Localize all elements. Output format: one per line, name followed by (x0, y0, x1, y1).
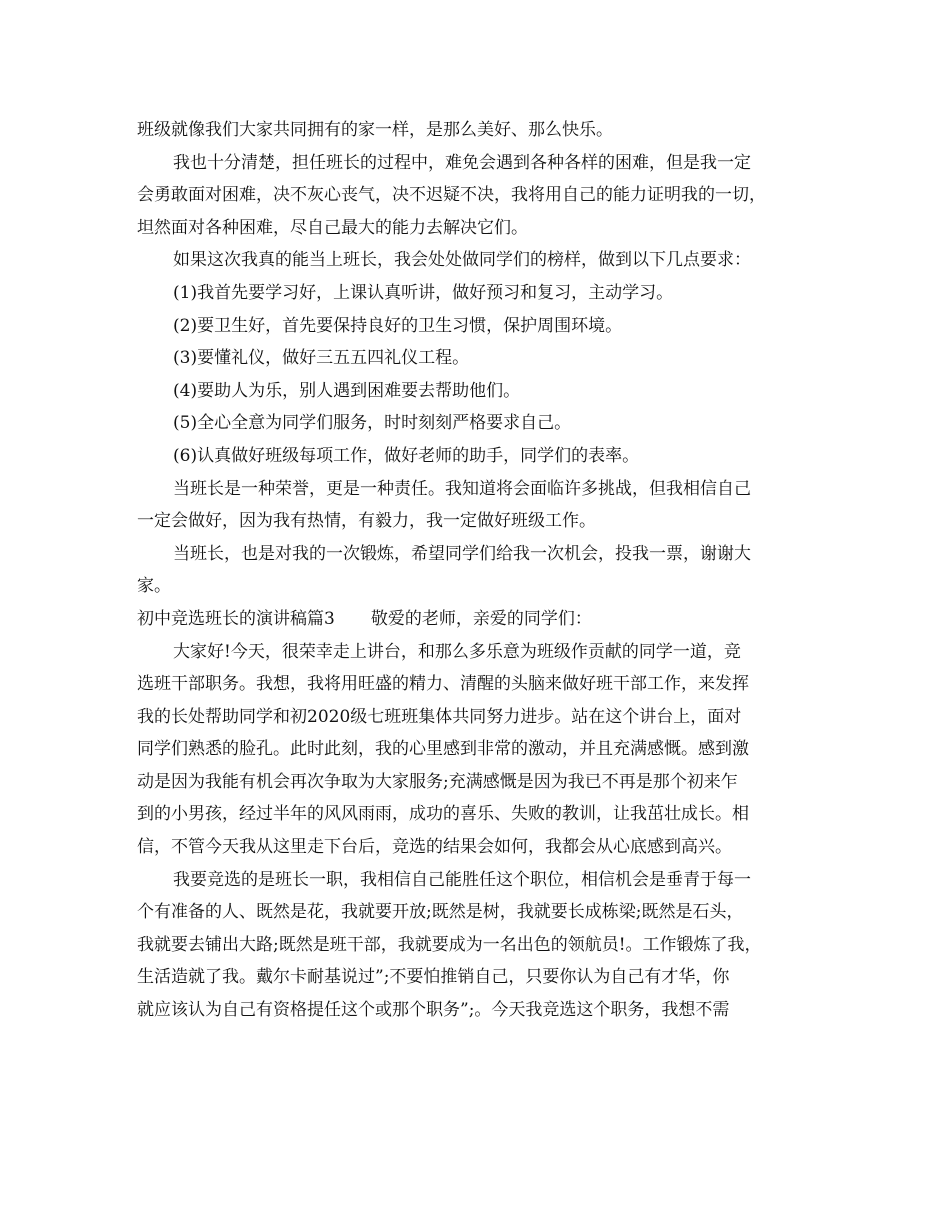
text-line: 到的小男孩，经过半年的风风雨雨，成功的喜乐、失败的教训，让我茁壮成长。相 (137, 804, 749, 825)
document-body (137, 114, 813, 1027)
text-line: 如果这次我真的能当上班长，我会处处做同学们的榜样，做到以下几点要求： (173, 250, 751, 271)
section-heading: 初中竞选班长的演讲稿篇3 (137, 608, 335, 629)
text-line: 我也十分清楚，担任班长的过程中，难免会遇到各种各样的困难，但是我一定 (173, 152, 751, 173)
text-line: 选班干部职务。我想，我将用旺盛的精力、清醒的头脑来做好班干部工作，来发挥 (137, 674, 749, 695)
text-line: 会勇敢面对困难，决不灰心丧气，决不迟疑不决，我将用自己的能力证明我的一切， (137, 185, 766, 206)
text-line: 坦然面对各种困难，尽自己最大的能力去解决它们。 (137, 217, 528, 238)
salutation: 敬爱的老师，亲爱的同学们： (370, 608, 592, 629)
list-item: (1)我首先要学习好，上课认真听讲，做好预习和复习，主动学习。 (173, 282, 674, 303)
list-item: (5)全心全意为同学们服务，时时刻刻严格要求自己。 (173, 413, 572, 434)
list-item: (3)要懂礼仪，做好三五五四礼仪工程。 (173, 348, 470, 369)
text-line: 家。 (137, 576, 171, 597)
list-item: (2)要卫生好，首先要保持良好的卫生习惯，保护周围环境。 (173, 315, 623, 336)
section-heading-line (137, 603, 813, 636)
text-line: 个有准备的人、既然是花，我就要开放;既然是树，我就要长成栋梁;既然是石头， (137, 902, 744, 923)
text-line: 我要竞选的是班长一职，我相信自己能胜任这个职位，相信机会是垂青于每一 (173, 869, 751, 890)
text-line: 我的长处帮助同学和初2020级七班班集体共同努力进步。站在这个讲台上，面对 (137, 706, 742, 727)
text-line: 就应该认为自己有资格提任这个或那个职务”;。今天我竞选这个职务，我想不需 (137, 1000, 730, 1021)
text-line: 动是因为我能有机会再次争取为大家服务;充满感慨是因为我已不再是那个初来乍 (137, 771, 738, 792)
list-item: (6)认真做好班级每项工作，做好老师的助手，同学们的表率。 (173, 445, 640, 466)
text-line: 生活造就了我。戴尔卡耐基说过”;不要怕推销自己，只要你认为自己有才华，你 (137, 967, 730, 988)
text-line: 同学们熟悉的脸孔。此时此刻，我的心里感到非常的激动，并且充满感慨。感到激 (137, 739, 749, 760)
text-line: 班级就像我们大家共同拥有的家一样，是那么美好、那么快乐。 (137, 120, 613, 140)
text-line: 我就要去铺出大路;既然是班干部，我就要成为一名出色的领航员!。工作锻炼了我， (137, 934, 762, 955)
list-item: (4)要助人为乐，别人遇到困难要去帮助他们。 (173, 380, 521, 401)
text-line: 当班长，也是对我的一次锻炼，希望同学们给我一次机会，投我一票，谢谢大 (173, 543, 751, 564)
text-line: 一定会做好，因为我有热情，有毅力，我一定做好班级工作。 (137, 511, 596, 532)
text-line: 当班长是一种荣誉，更是一种责任。我知道将会面临许多挑战，但我相信自己 (173, 478, 751, 499)
text-line: 信，不管今天我从这里走下台后，竞选的结果会如何，我都会从心底感到高兴。 (137, 837, 732, 858)
text-line: 大家好!今天，很荣幸走上讲台，和那么多乐意为班级作贡献的同学一道，竞 (173, 641, 741, 662)
